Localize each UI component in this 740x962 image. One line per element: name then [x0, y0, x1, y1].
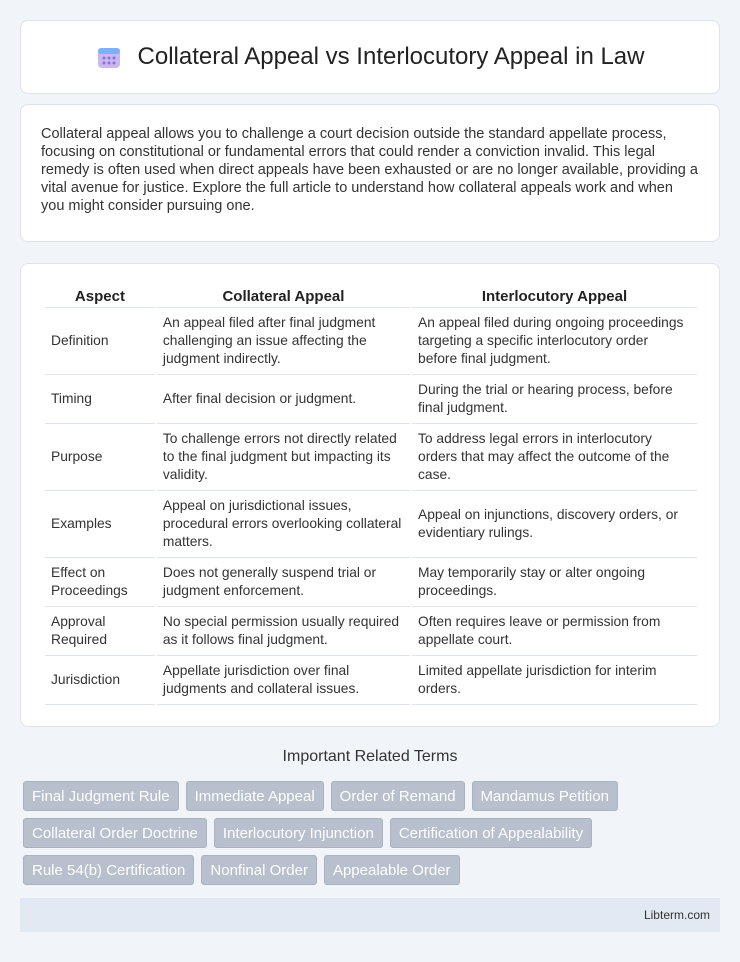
table-row	[45, 308, 697, 375]
cell-collateral: An appeal filed after final judgment challenging an issue affecting the judgment indirectly.	[157, 308, 410, 375]
cell-aspect: Effect on Proceedings	[45, 558, 155, 607]
header-aspect: Aspect	[45, 284, 155, 308]
cell-aspect: Definition	[45, 308, 155, 375]
cell-collateral: Appellate jurisdiction over final judgments and collateral issues.	[157, 656, 410, 705]
cell-aspect: Approval Required	[45, 607, 155, 656]
header-interlocutory: Interlocutory Appeal	[412, 284, 697, 308]
cell-interlocutory: An appeal filed during ongoing proceedings targeting a specific interlocutory order before final judgment.	[412, 308, 697, 375]
tag-row	[23, 818, 723, 848]
tag-mandamus-petition[interactable]: Mandamus Petition	[472, 781, 618, 811]
tag-row	[23, 781, 723, 811]
cell-interlocutory: May temporarily stay or alter ongoing proceedings.	[412, 558, 697, 607]
table-row	[45, 558, 697, 607]
tag-certification-of-appealability[interactable]: Certification of Appealability	[390, 818, 592, 848]
tag-order-of-remand[interactable]: Order of Remand	[331, 781, 465, 811]
related-terms-title: Important Related Terms	[282, 748, 458, 765]
cell-aspect: Purpose	[45, 424, 155, 491]
table-header-row	[45, 284, 697, 308]
tag-interlocutory-injunction[interactable]: Interlocutory Injunction	[214, 818, 383, 848]
related-terms	[23, 781, 723, 892]
cell-collateral: To challenge errors not directly related to the final judgment but impacting its validity.	[157, 424, 410, 491]
tag-final-judgment-rule[interactable]: Final Judgment Rule	[23, 781, 179, 811]
header-card	[20, 20, 720, 94]
cell-interlocutory: Limited appellate jurisdiction for interim orders.	[412, 656, 697, 705]
cell-collateral: No special permission usually required as it follows final judgment.	[157, 607, 410, 656]
tag-appealable-order[interactable]: Appealable Order	[324, 855, 460, 885]
cell-aspect: Examples	[45, 491, 155, 558]
cell-collateral: Appeal on jurisdictional issues, procedural errors overlooking collateral matters.	[157, 491, 410, 558]
tag-row	[23, 855, 723, 885]
cell-interlocutory: To address legal errors in interlocutory orders that may affect the outcome of the case.	[412, 424, 697, 491]
table-row	[45, 607, 697, 656]
footer-site-link[interactable]: Libterm.com	[643, 908, 710, 922]
table-row	[45, 375, 697, 424]
cell-interlocutory: During the trial or hearing process, before final judgment.	[412, 375, 697, 424]
tag-collateral-order-doctrine[interactable]: Collateral Order Doctrine	[23, 818, 207, 848]
tag-immediate-appeal[interactable]: Immediate Appeal	[186, 781, 324, 811]
table-row	[45, 491, 697, 558]
comparison-table-card	[20, 263, 720, 727]
tag-nonfinal-order[interactable]: Nonfinal Order	[201, 855, 317, 885]
comparison-table	[43, 284, 699, 705]
cell-interlocutory: Appeal on injunctions, discovery orders, or evidentiary rulings.	[412, 491, 697, 558]
cell-interlocutory: Often requires leave or permission from appellate court.	[412, 607, 697, 656]
cell-collateral: Does not generally suspend trial or judgment enforcement.	[157, 558, 410, 607]
cell-aspect: Timing	[45, 375, 155, 424]
tag-rule-54b-certification[interactable]: Rule 54(b) Certification	[23, 855, 194, 885]
calendar-icon	[96, 44, 122, 70]
table-row	[45, 656, 697, 705]
cell-collateral: After final decision or judgment.	[157, 375, 410, 424]
intro-text: Collateral appeal allows you to challenge a court decision outside the standard appellate process, focusing on constitutional or fundamental errors that could render a conviction invalid. This legal remedy is often used when direct appeals have been exhausted or are no longer available, providing a vital avenue for justice. Explore the full article to understand how collateral appeals work and when you might consider pursuing one.	[41, 126, 698, 214]
intro-card	[20, 104, 720, 242]
cell-aspect: Jurisdiction	[45, 656, 155, 705]
page-title: Collateral Appeal vs Interlocutory Appeal in Law	[137, 43, 645, 70]
table-row	[45, 424, 697, 491]
header-collateral: Collateral Appeal	[157, 284, 410, 308]
footer	[20, 898, 720, 932]
